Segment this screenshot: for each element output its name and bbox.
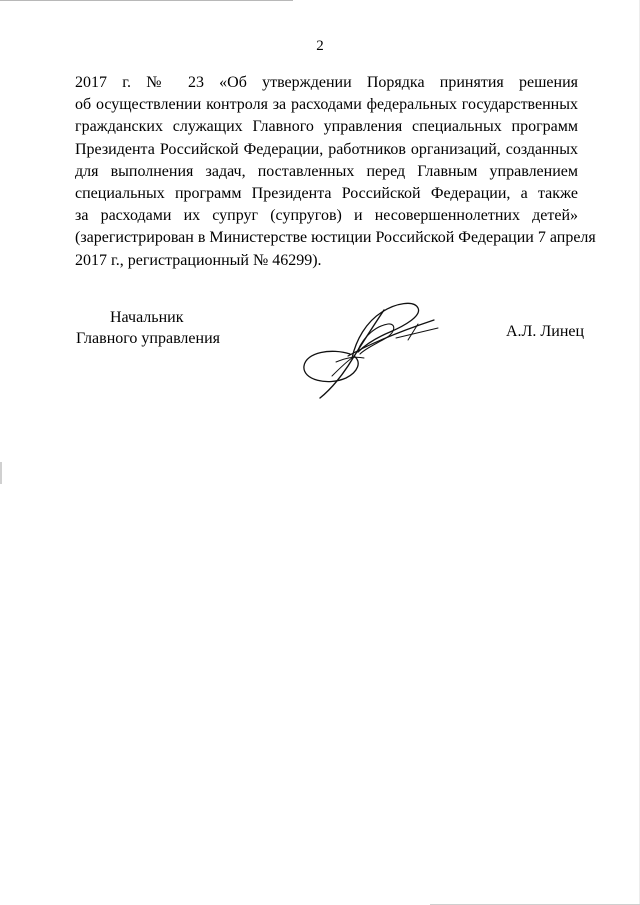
signatory-position — [76, 307, 220, 349]
body-line: 2017 г. № 23 «Об утверждении Порядка принятия решения — [75, 74, 578, 91]
position-line-1: Начальник — [110, 309, 184, 326]
body-line: (зарегистрирован в Министерстве юстиции Российской Федерации 7 апреля — [75, 229, 596, 247]
scan-edge-mark — [0, 462, 2, 484]
handwritten-signature — [292, 292, 442, 402]
body-line: специальных программ Президента Российской Федерации, а также — [75, 184, 578, 202]
signatory-name: А.Л. Линец — [506, 323, 585, 340]
body-line: для выполнения задач, поставленных перед Главным управлением — [75, 162, 578, 180]
page-number: 2 — [316, 38, 324, 54]
position-line-2: Главного управления — [76, 330, 220, 347]
top-edge-rule — [0, 0, 293, 3]
body-paragraph — [75, 72, 596, 272]
body-line: 2017 г., регистрационный № 46299). — [75, 251, 322, 269]
body-line: гражданских служащих Главного управления специальных программ — [75, 118, 578, 136]
body-line: за расходами их супруг (супругов) и несовершеннолетних детей» — [75, 207, 578, 225]
body-line: Президента Российской Федерации, работников организаций, созданных — [75, 140, 578, 158]
body-line: об осуществлении контроля за расходами федеральных государственных — [75, 96, 578, 114]
